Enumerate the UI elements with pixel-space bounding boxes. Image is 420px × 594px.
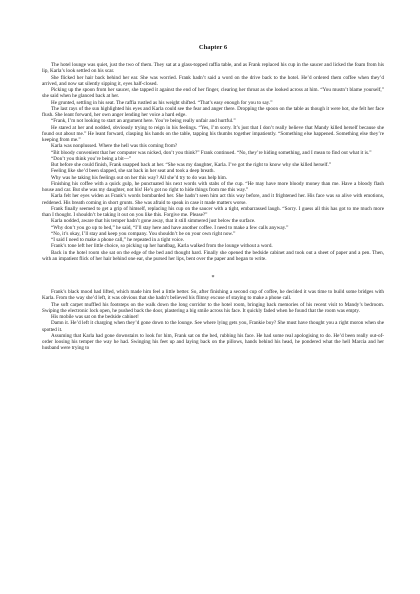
- chapter-title: Chapter 6: [198, 44, 228, 51]
- paragraph: “I said I need to make a phone call,” he repeated in a tight voice.: [51, 237, 185, 243]
- chapter-body-part-1: [42, 62, 384, 262]
- paragraph: “No, it’s okay, I’ll stay and keep you company. You shouldn’t be on your own right now.”: [51, 230, 236, 237]
- paragraph: The last rays of the sun highlighted his eyes and Karla could see the fear and anger there. Dropping the spoon on the table as though it were hot, she felt her face flush. She leant forward, her own anger lending her voice a hard edge.: [42, 105, 384, 118]
- paragraph: “Bit bloody convenient that her computer was nicked, don’t you think?” Frank continued. “No, they’re hiding something, and I mean to find out what it is.”: [51, 149, 372, 156]
- paragraph: Feeling like she’d been slapped, she sat back in her seat and took a deep breath.: [51, 168, 215, 175]
- paragraph: Frank’s tone left her little choice, so picking up her handbag, Karla walked from the lounge without a word.: [51, 243, 273, 250]
- section-break: *: [211, 275, 215, 281]
- paragraph: The hotel lounge was quiet, just the two of them. They sat at a glass-topped raffia table, and as Frank replaced his cup in the saucer and licked the foam from his lip, Karla’s look settled on his scar.: [42, 62, 384, 75]
- paragraph: His mobile was sat on the bedside cabinet!: [51, 314, 139, 320]
- paragraph: Back in the hotel room she sat on the edge of the bed and thought hard. Finally she opened the bedside cabinet and took out a sheet of paper and a pen. Then, with an impatient flick of her hair behind one ear, she pursed her lips, bent over the paper and began to write.: [42, 249, 384, 262]
- paragraph: “Don’t you think you’re being a bit—”: [51, 155, 132, 162]
- paragraph: Karla nodded, aware that his temper hadn’t gone away, that it still simmered just below the surface.: [51, 218, 256, 225]
- paragraph: The soft carpet muffled his footsteps on the walk down the long corridor to the hotel room, bringing back memories of his recent visit to Mandy’s bedroom. Swiping the electronic lock open, he pushed back the door, plastering a big smile across his face. It quickly faded when he found that the room was empty.: [42, 301, 384, 314]
- paragraph: Assuming that Karla had gone downstairs to look for him, Frank sat on the bed, rubbing his face. He had some real apologising to do. He’d been really out-of-order loosing his temper the way he had. Swinging his feet up and laying back on the pillows, hands behind his head, he pondered what the hell Marcia and her husband were trying to: [42, 332, 384, 352]
- paragraph: “Frank, I’m not looking to start an argument here. You’re being really unfair and hurtful.”: [51, 118, 236, 125]
- paragraph: Karla was nonplussed. Where the hell was this coming from?: [51, 143, 178, 150]
- paragraph: He grunted, settling in his seat. The raffia rustled as his weight shifted. “That’s easy enough for you to say.”: [51, 99, 273, 106]
- paragraph: Why was he taking his feelings out on her this way? All she’d try to do was help him.: [51, 174, 228, 181]
- paragraph: Picking up the spoon from her saucer, she tapped it against the end of her finger, clearing her throat as she looked across at him. “You mustn’t blame yourself,” she said when he glanced back at her.: [42, 87, 384, 100]
- paragraph: “Why don’t you go up to bed,” he said, “I’ll stay here and have another coffee. I need to make a few calls anyway.”: [51, 224, 289, 231]
- paragraph: Finishing his coffee with a quick gulp, he punctuated his next words with stabs of the cup. “He may have more bloody money than me. Have a bloody flash house and car. But she was my daughter, not his! He’s got no right to hide things from me this way.”: [42, 180, 384, 193]
- paragraph: Frank’s black mood had lifted, which made him feel a little better. So, after finishing a second cup of coffee, he decided it was time to build some bridges with Karla. From the way she’d left, it was obvious that she hadn’t believed his flimsy excuse of staying to make a phone call.: [42, 289, 384, 302]
- paragraph: She flicked her hair back behind her ear. She was worried. Frank hadn’t said a word on the drive back to the hotel. He’d ordered them coffee when they’d arrived, and now sat silently sipping it, eyes half-closed.: [42, 74, 384, 87]
- paragraph: Damn it. He’d left it charging when they’d gone down to the lounge. See where lying gets you, Frankie boy? She must have thought you a right moron when she spotted it.: [42, 320, 384, 333]
- paragraph: He stared at her and nodded, obviously trying to reign in his feelings. “Yes, I’m sorry. It’s just that I don’t really believe that Mandy killed herself because she found out about me.” He leant forward, clasping his hands on the table, tapping his thumbs together impatiently. “Something else happened. Something else they’re keeping from me.”: [42, 124, 384, 143]
- paragraph: But before she could finish, Frank snapped back at her. “She was my daughter, Karla. I’ve got the right to know why she killed herself.”: [51, 162, 332, 168]
- chapter-body-part-2: [42, 289, 384, 352]
- paragraph: Frank finally seemed to get a grip of himself, replacing his cup on the saucer with a tight, embarrassed laugh. “Sorry. I guess all this has got to me much more than I thought. I shouldn’t be taking it out on you like this. Forgive me. Please?”: [42, 205, 384, 218]
- paragraph: Karla felt her eyes widen as Frank’s words bombarded her. She hadn’t seen him act this way before, and it frightened her. His face was so alive with emotions, reddened. His breath coming in short grunts. She was afraid to speak in case it made matters worse.: [42, 193, 384, 206]
